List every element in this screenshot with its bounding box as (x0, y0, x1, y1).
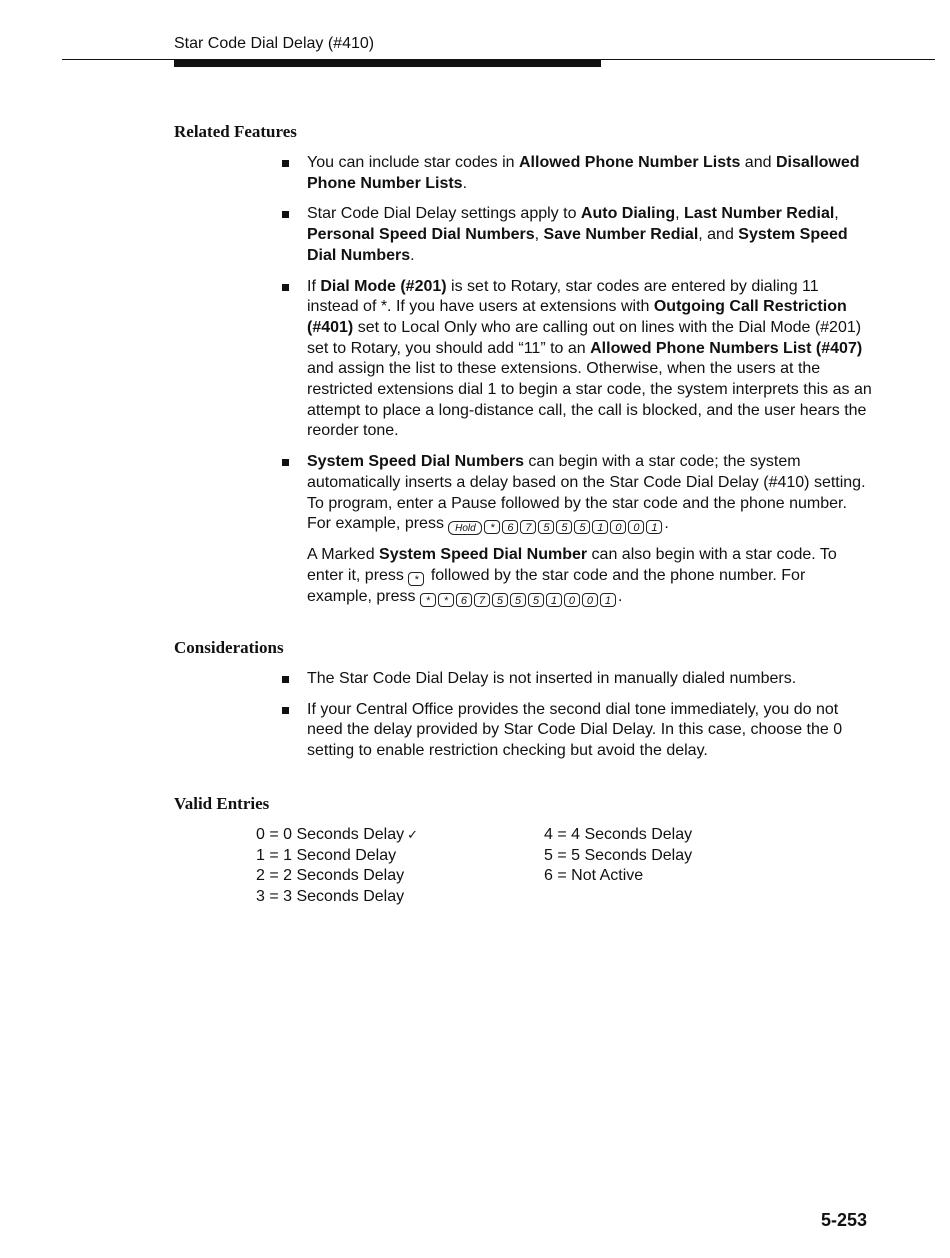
considerations-heading: Considerations (174, 638, 284, 657)
text-run: You can include star codes in (307, 154, 519, 171)
bold-run: System Speed Dial Numbers (307, 226, 848, 264)
related-features-list (282, 153, 874, 617)
text-run: , (675, 205, 685, 223)
text-run: If (307, 277, 321, 295)
digit-key-icon: 6 (456, 593, 472, 607)
entry-4: 4 = 4 Seconds Delay (544, 826, 693, 843)
running-head: Star Code Dial Delay (#410) (174, 35, 375, 52)
key-sequence (448, 515, 664, 535)
entry-3: 3 = 3 Seconds Delay (256, 888, 405, 906)
digit-key-icon: 5 (510, 593, 526, 607)
entry-6: 6 = Not Active (544, 867, 644, 885)
list-item (282, 277, 874, 443)
entry-5: 5 = 5 Seconds Delay (544, 846, 693, 864)
bold-run: Outgoing Call Restriction (#401) (307, 298, 847, 336)
key-sequence (408, 567, 426, 584)
text-run: , (834, 205, 839, 223)
digit-key-icon: 0 (610, 520, 626, 534)
valid-entries-heading: Valid Entries (174, 794, 270, 813)
digit-key-icon: 0 (564, 593, 580, 607)
star-key-icon: * (420, 593, 436, 607)
text-run: can also begin with a star code. To enter it, press (307, 546, 837, 584)
text-run: , and (698, 226, 739, 244)
key-sequence (420, 588, 618, 605)
star-key-icon: * (408, 572, 424, 586)
list-item (282, 204, 874, 266)
bold-run: Last Number Redial (684, 205, 835, 223)
text-run: set to Local Only who are calling out on lines with the Dial Mode (#201) set to Rotary, you should add “11” to an (307, 318, 862, 357)
digit-key-icon: 7 (520, 520, 536, 534)
entry-0 (256, 825, 418, 846)
text-run: followed by the star code and the phone number. For example, press (307, 566, 806, 605)
text-run: . (410, 246, 415, 264)
list-item: If your Central Office provides the second dial tone immediately, you do not need the delay provided by Star Code Dial Delay. In this case, choose the 0 setting to enable restriction checking but avoid the delay. (282, 700, 874, 762)
checkmark-icon: ✓ (407, 827, 418, 842)
paragraph (307, 452, 874, 535)
valid-entries-col1 (256, 825, 418, 908)
digit-key-icon: 0 (628, 520, 644, 534)
bold-run: Allowed Phone Number Lists (519, 154, 741, 171)
digit-key-icon: 0 (582, 593, 598, 607)
digit-key-icon: 5 (538, 520, 554, 534)
bold-run: Disallowed Phone Number Lists (307, 154, 860, 192)
star-key-icon: * (438, 593, 454, 607)
digit-key-icon: 1 (600, 593, 616, 607)
valid-entries-col2 (544, 825, 692, 887)
bold-run: Personal Speed Dial Numbers (307, 226, 535, 244)
text-run: , (534, 226, 544, 244)
text-run: and assign the list to these extensions. Otherwise, when the users at the restricted extensions dial 1 to begin a star code, the system interprets this as an attempt to place a long-distance call, the call is blocked, and the user hears the reorder tone. (307, 360, 872, 440)
text-run: and (740, 154, 776, 171)
bold-run: Dial Mode (#201) (320, 277, 447, 295)
bold-run: Allowed Phone Numbers List (#407) (590, 339, 863, 357)
digit-key-icon: 5 (556, 520, 572, 534)
star-key-icon: * (484, 520, 500, 534)
list-item: The Star Code Dial Delay is not inserted in manually dialed numbers. (282, 669, 874, 690)
text-run: A Marked (307, 546, 380, 564)
header-bar (174, 60, 601, 67)
text-run: . (617, 587, 623, 605)
digit-key-icon: 7 (474, 593, 490, 607)
text-run: can begin with a star code; the system automatically inserts a delay based on the Star Code Dial Delay (#410) setting. To program, enter a Pause followed by the star code and the phone number. For example, press (307, 453, 866, 533)
bold-run: System Speed Dial Numbers (307, 453, 524, 471)
digit-key-icon: 6 (502, 520, 518, 534)
paragraph (307, 545, 874, 607)
bold-run: Save Number Redial (543, 226, 699, 244)
entry-1: 1 = 1 Second Delay (256, 846, 397, 864)
entry-2: 2 = 2 Seconds Delay (256, 867, 405, 885)
digit-key-icon: 5 (528, 593, 544, 607)
digit-key-icon: 1 (546, 593, 562, 607)
hold-key-icon: Hold (448, 521, 482, 535)
text-run: is set to Rotary, star codes are entered by dialing 11 instead of *. If you have users at extensions with (307, 277, 819, 316)
bold-run: Auto Dialing (580, 205, 676, 223)
digit-key-icon: 5 (492, 593, 508, 607)
text-run: . (664, 515, 669, 533)
considerations-list (282, 669, 874, 772)
text-run: . (462, 174, 468, 192)
text-run: Star Code Dial Delay settings apply to (307, 205, 581, 223)
bold-run: System Speed Dial Number (379, 546, 588, 564)
list-item (282, 153, 874, 194)
related-features-heading: Related Features (174, 122, 297, 141)
digit-key-icon: 1 (646, 520, 662, 534)
digit-key-icon: 1 (592, 520, 608, 534)
entry-text: 0 = 0 Seconds Delay (256, 826, 405, 843)
digit-key-icon: 5 (574, 520, 590, 534)
list-item (282, 452, 874, 607)
page-number: 5-253 (821, 1210, 868, 1230)
